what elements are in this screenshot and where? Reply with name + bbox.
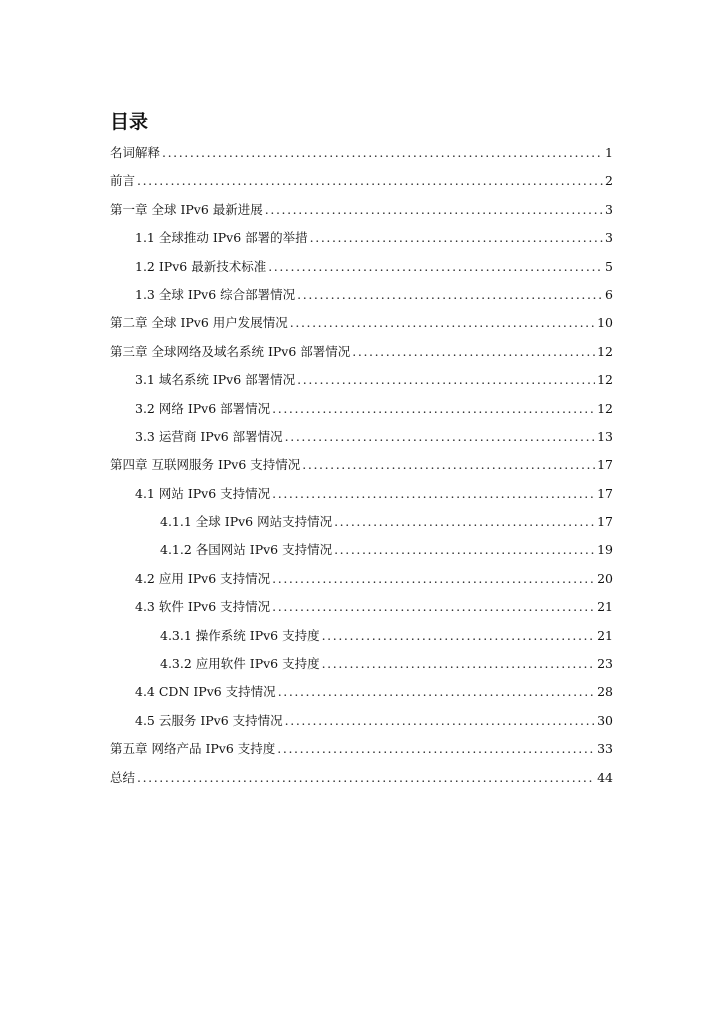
toc-entry[interactable] <box>0 427 613 455</box>
toc-dot-leader <box>302 457 595 472</box>
toc-entry[interactable] <box>0 512 613 540</box>
toc-entry-label: 第四章 互联网服务 IPv6 支持情况 <box>110 457 301 473</box>
toc-entry[interactable] <box>0 171 613 199</box>
toc-entry-page-number: 1 <box>605 145 613 160</box>
toc-entry-label: 第二章 全球 IPv6 用户发展情况 <box>110 315 288 331</box>
toc-dot-leader <box>265 202 603 217</box>
toc-entry-page-number: 23 <box>597 656 613 672</box>
toc-entry-page-number: 3 <box>605 201 613 217</box>
toc-dot-leader <box>290 315 595 330</box>
toc-entry-label: 4.1.2 各国网站 IPv6 支持情况 <box>160 542 333 558</box>
toc-entry-page-number: 17 <box>597 514 613 530</box>
toc-dot-leader <box>137 173 603 188</box>
toc-entry[interactable] <box>0 540 613 568</box>
toc-dot-leader <box>310 230 603 245</box>
toc-dot-leader <box>334 542 595 557</box>
toc-entry-label: 4.3.1 操作系统 IPv6 支持度 <box>160 627 320 643</box>
toc-entry-page-number: 10 <box>597 315 613 331</box>
toc-entry-label: 第一章 全球 IPv6 最新进展 <box>110 201 263 217</box>
toc-entry[interactable] <box>0 626 613 654</box>
toc-entry[interactable] <box>0 143 613 171</box>
toc-dot-leader <box>137 770 595 785</box>
toc-dot-leader <box>285 429 595 444</box>
toc-dot-leader <box>277 741 595 756</box>
toc-dot-leader <box>272 599 595 614</box>
toc-entry[interactable] <box>0 342 613 370</box>
toc-title: 目录 <box>110 111 149 133</box>
toc-entry-label: 3.3 运营商 IPv6 部署情况 <box>135 428 283 444</box>
toc-entry-label: 前言 <box>110 173 136 189</box>
toc-entry-label: 第三章 全球网络及域名系统 IPv6 部署情况 <box>110 343 351 359</box>
toc-entry-label: 4.2 应用 IPv6 支持情况 <box>135 570 271 586</box>
toc-entry[interactable] <box>0 739 613 767</box>
toc-entry-label: 4.4 CDN IPv6 支持情况 <box>135 684 276 700</box>
toc-entry-label: 3.1 域名系统 IPv6 部署情况 <box>135 372 296 388</box>
toc-entry[interactable] <box>0 228 613 256</box>
toc-entry[interactable] <box>0 399 613 427</box>
toc-entry-label: 4.3 软件 IPv6 支持情况 <box>135 599 271 615</box>
toc-entry-page-number: 33 <box>597 741 613 757</box>
toc-dot-leader <box>322 628 596 643</box>
toc-dot-leader <box>272 401 595 416</box>
toc-entry-page-number: 6 <box>605 286 613 302</box>
toc-entry-page-number: 5 <box>605 258 613 274</box>
toc-entry[interactable] <box>0 257 613 285</box>
toc-entry[interactable] <box>0 370 613 398</box>
toc-entry-page-number: 17 <box>597 457 613 473</box>
toc-dot-leader <box>272 486 595 501</box>
toc-entry-label: 4.5 云服务 IPv6 支持情况 <box>135 712 283 728</box>
toc-entry[interactable] <box>0 711 613 739</box>
toc-entry[interactable] <box>0 569 613 597</box>
toc-entry-label: 3.2 网络 IPv6 部署情况 <box>135 400 271 416</box>
toc-dot-leader <box>268 259 603 274</box>
toc-entry-label: 1.2 IPv6 最新技术标准 <box>135 258 267 274</box>
toc-entry-page-number: 2 <box>605 173 613 189</box>
toc-dot-leader <box>162 145 603 160</box>
toc-entry[interactable] <box>0 313 613 341</box>
toc-entry-label: 4.3.2 应用软件 IPv6 支持度 <box>160 656 320 672</box>
toc-entry[interactable] <box>0 597 613 625</box>
toc-entry-label: 名词解释 <box>110 145 161 160</box>
toc-entry-label: 1.3 全球 IPv6 综合部署情况 <box>135 286 296 302</box>
toc-entry[interactable] <box>0 768 613 796</box>
toc-entry-page-number: 12 <box>597 372 613 388</box>
toc-dot-leader <box>297 287 603 302</box>
toc-entry-page-number: 13 <box>597 428 613 444</box>
toc-dot-leader <box>352 344 595 359</box>
toc-entry[interactable] <box>0 484 613 512</box>
toc-entry[interactable] <box>0 654 613 682</box>
toc-entry[interactable] <box>0 285 613 313</box>
toc-entry-page-number: 12 <box>597 400 613 416</box>
toc-dot-leader <box>278 684 595 699</box>
toc-entry-label: 1.1 全球推动 IPv6 部署的举措 <box>135 230 308 246</box>
table-of-contents <box>0 143 724 796</box>
toc-entry-page-number: 44 <box>597 769 613 785</box>
toc-entry[interactable] <box>0 200 613 228</box>
toc-entry-page-number: 20 <box>597 570 613 586</box>
toc-entry-page-number: 12 <box>597 343 613 359</box>
toc-entry-page-number: 17 <box>597 485 613 501</box>
toc-entry-page-number: 21 <box>597 599 613 615</box>
toc-entry-page-number: 3 <box>605 230 613 246</box>
toc-dot-leader <box>272 571 595 586</box>
toc-entry[interactable] <box>0 455 613 483</box>
toc-entry[interactable] <box>0 682 613 710</box>
toc-entry-label: 4.1 网站 IPv6 支持情况 <box>135 485 271 501</box>
toc-entry-page-number: 30 <box>597 712 613 728</box>
toc-entry-page-number: 21 <box>597 627 613 643</box>
toc-entry-label: 总结 <box>110 769 136 785</box>
toc-entry-label: 4.1.1 全球 IPv6 网站支持情况 <box>160 514 333 530</box>
toc-entry-page-number: 19 <box>597 542 613 558</box>
toc-dot-leader <box>297 372 595 387</box>
toc-dot-leader <box>285 713 595 728</box>
toc-entry-label: 第五章 网络产品 IPv6 支持度 <box>110 741 276 757</box>
toc-entry-page-number: 28 <box>597 684 613 700</box>
toc-dot-leader <box>334 514 595 529</box>
toc-dot-leader <box>322 656 596 671</box>
